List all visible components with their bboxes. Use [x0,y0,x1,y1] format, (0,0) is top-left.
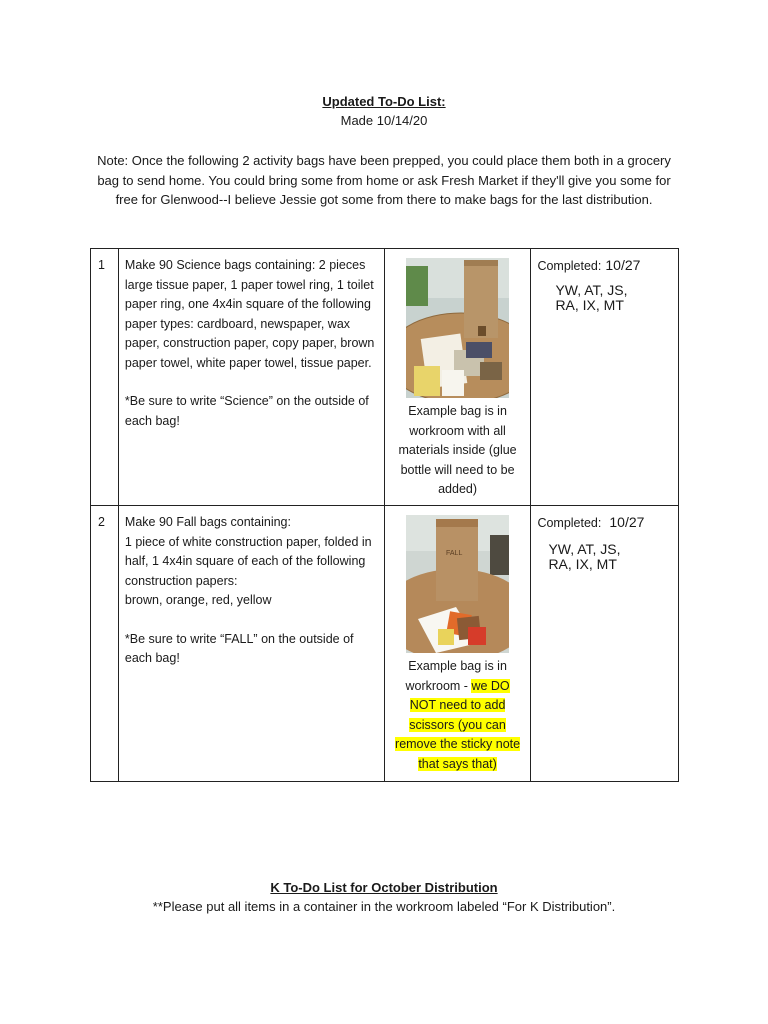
example-caption: Example bag is in workroom with all materials inside (glue bottle will need to be added) [398,404,517,496]
completed-initials: YW, AT, JS, [555,281,628,298]
task-description: Make 90 Science bags containing: 2 pieces large tissue paper, 1 paper towel ring, 1 toilet paper ring, one 4x4in square of the following paper types: cardboard, newspaper, wax paper, construction paper, copy paper, brown paper towel, white paper towel, tissue paper. [124,258,375,370]
task-number: 2 [98,515,105,529]
completed-initials: YW, AT, JS, [548,540,621,557]
task-description [125,513,376,611]
section-note: **Please put all items in a container in the workroom labeled “For K Distribution”. [152,899,616,914]
fall-bag-photo [406,515,509,653]
example-cell [384,249,531,506]
task-number-cell [91,249,119,506]
completed-initials: RA, IX, MT [548,555,617,572]
completed-label: Completed: [537,259,602,273]
task-description-line: Make 90 Fall bags containing: [124,515,291,529]
task-number-cell [91,506,119,782]
completed-label: Completed: [537,516,602,530]
example-cell [384,506,531,782]
completed-initials: RA, IX, MT [555,296,624,313]
task-description-line: 1 piece of white construction paper, folded in half, 1 4x4in square of each of the following construction papers: [124,534,372,588]
completion-cell [531,506,679,782]
completed-date: 10/27 [609,514,645,530]
science-bag-photo [406,258,509,398]
completed-date: 10/27 [605,257,641,273]
task-reminder: *Be sure to write “Science” on the outside of each bag! [124,394,369,428]
table-row [91,249,679,506]
task-description-cell [118,506,384,782]
completion-cell [531,249,679,506]
made-date: Made 10/14/20 [340,113,428,128]
caption-highlight: we DO NOT need to add scissors (you can remove the sticky note that says that) [395,678,521,771]
todo-table [90,248,679,782]
task-description-line: brown, orange, red, yellow [124,593,272,607]
task-number: 1 [98,258,105,272]
page-title: Updated To-Do List: [322,94,446,109]
task-description-cell [118,249,384,506]
section-title: K To-Do List for October Distribution [270,880,498,895]
task-reminder: *Be sure to write “FALL” on the outside of each bag! [124,631,354,665]
intro-note: Note: Once the following 2 activity bags have been prepped, you could place them both in a grocery bag to send home. You could bring some from home or ask Fresh Market if they'll give you some for free for Glenwood--I believe Jessie got some from there to make bags for the last distribution. [97,153,671,208]
example-caption [387,657,529,774]
svg-text:FALL: FALL [446,550,463,557]
caption-text: Example bag is in workroom - [405,659,507,693]
table-row [91,506,679,782]
